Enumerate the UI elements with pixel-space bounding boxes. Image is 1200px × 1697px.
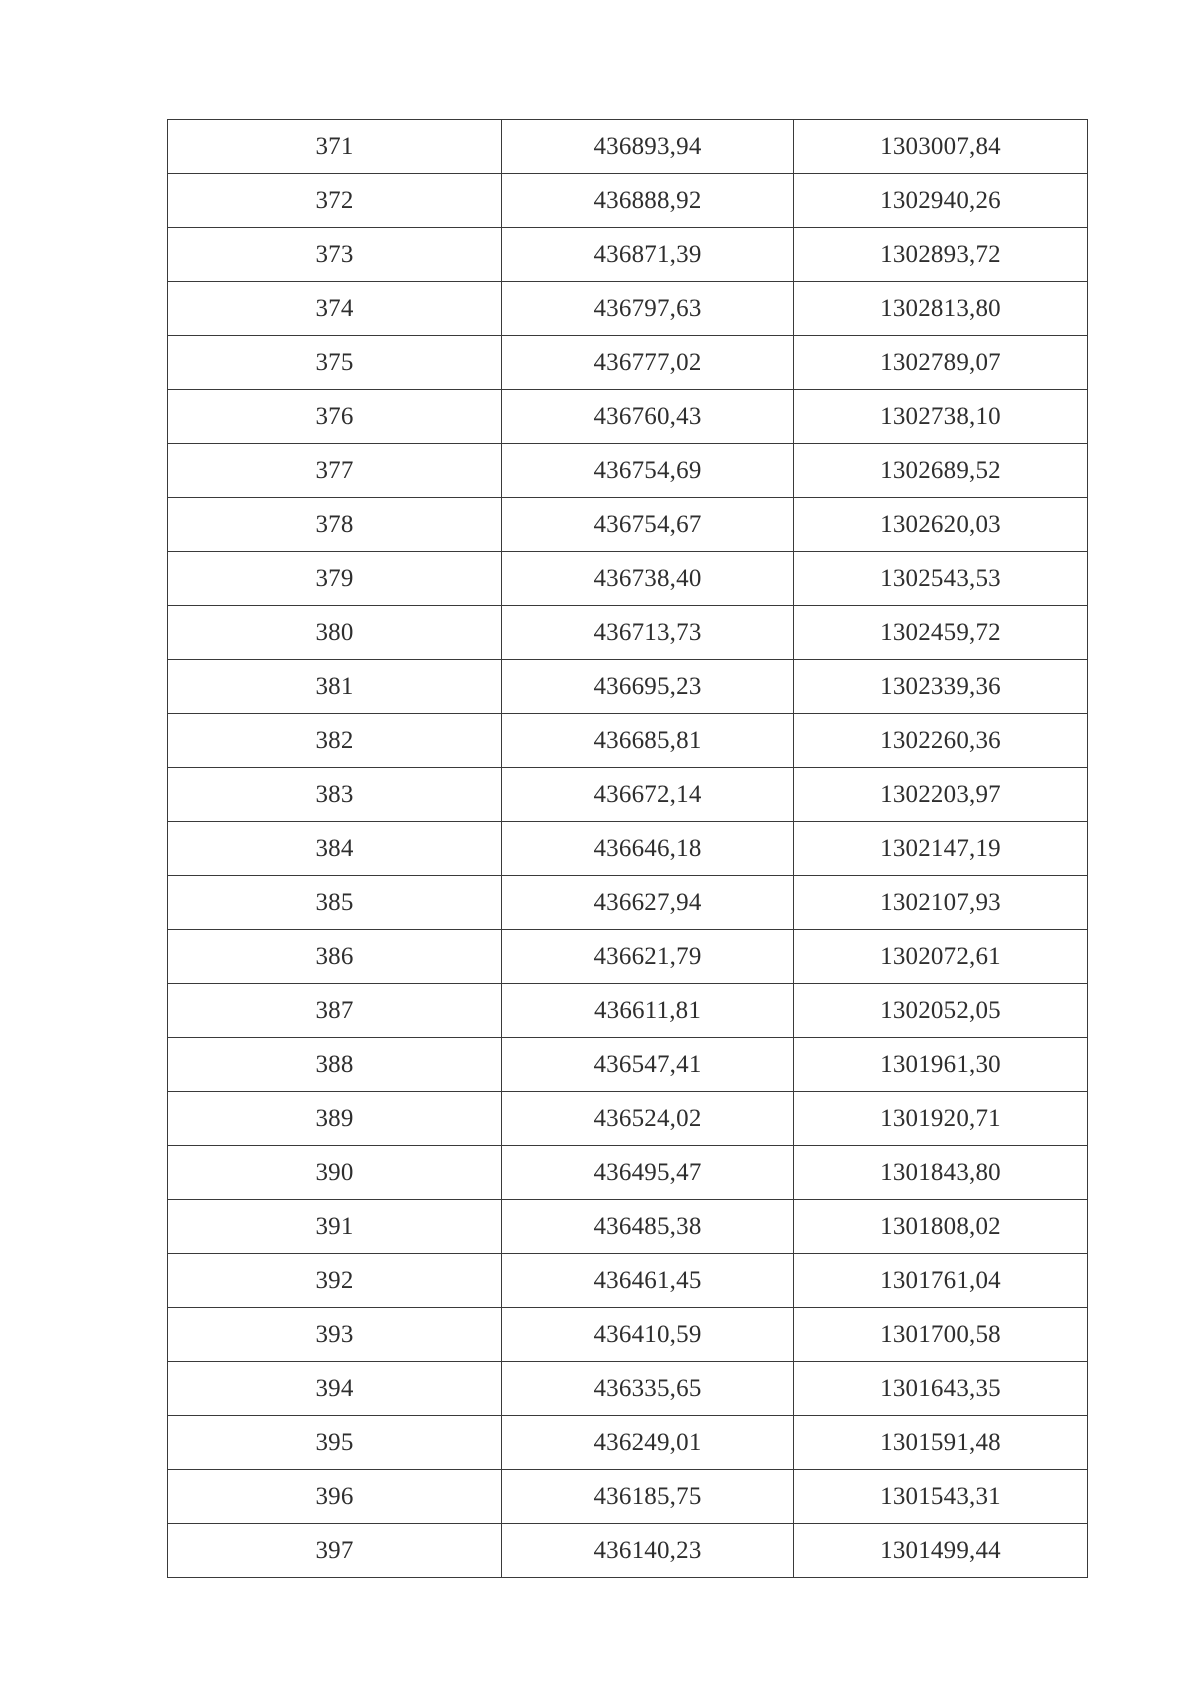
point-number-cell: 371 [168,120,502,174]
table-row [168,930,1088,984]
table-row [168,1524,1088,1578]
point-number-cell: 389 [168,1092,502,1146]
point-number-cell: 374 [168,282,502,336]
table-row [168,1362,1088,1416]
x-coordinate-cell: 436871,39 [502,228,794,282]
point-number-cell: 395 [168,1416,502,1470]
y-coordinate-cell: 1301543,31 [794,1470,1088,1524]
y-coordinate-cell: 1301700,58 [794,1308,1088,1362]
y-coordinate-cell: 1302203,97 [794,768,1088,822]
table-row [168,120,1088,174]
x-coordinate-cell: 436893,94 [502,120,794,174]
y-coordinate-cell: 1302339,36 [794,660,1088,714]
x-coordinate-cell: 436695,23 [502,660,794,714]
coordinates-table [167,119,1088,1578]
table-row [168,444,1088,498]
x-coordinate-cell: 436547,41 [502,1038,794,1092]
x-coordinate-cell: 436797,63 [502,282,794,336]
y-coordinate-cell: 1302940,26 [794,174,1088,228]
point-number-cell: 375 [168,336,502,390]
table-row [168,822,1088,876]
y-coordinate-cell: 1302893,72 [794,228,1088,282]
y-coordinate-cell: 1302072,61 [794,930,1088,984]
x-coordinate-cell: 436627,94 [502,876,794,930]
table-row [168,660,1088,714]
y-coordinate-cell: 1301961,30 [794,1038,1088,1092]
x-coordinate-cell: 436777,02 [502,336,794,390]
x-coordinate-cell: 436185,75 [502,1470,794,1524]
point-number-cell: 393 [168,1308,502,1362]
table-row [168,390,1088,444]
y-coordinate-cell: 1301643,35 [794,1362,1088,1416]
table-row [168,282,1088,336]
x-coordinate-cell: 436495,47 [502,1146,794,1200]
table-row [168,174,1088,228]
point-number-cell: 373 [168,228,502,282]
y-coordinate-cell: 1301499,44 [794,1524,1088,1578]
x-coordinate-cell: 436754,69 [502,444,794,498]
table-row [168,228,1088,282]
table-row [168,768,1088,822]
y-coordinate-cell: 1303007,84 [794,120,1088,174]
point-number-cell: 392 [168,1254,502,1308]
y-coordinate-cell: 1302260,36 [794,714,1088,768]
y-coordinate-cell: 1301920,71 [794,1092,1088,1146]
point-number-cell: 384 [168,822,502,876]
y-coordinate-cell: 1302459,72 [794,606,1088,660]
point-number-cell: 376 [168,390,502,444]
point-number-cell: 394 [168,1362,502,1416]
table-row [168,498,1088,552]
y-coordinate-cell: 1302107,93 [794,876,1088,930]
table-row [168,714,1088,768]
x-coordinate-cell: 436524,02 [502,1092,794,1146]
y-coordinate-cell: 1302052,05 [794,984,1088,1038]
table-row [168,336,1088,390]
table-row [168,1254,1088,1308]
table-row [168,1146,1088,1200]
point-number-cell: 396 [168,1470,502,1524]
point-number-cell: 386 [168,930,502,984]
point-number-cell: 388 [168,1038,502,1092]
point-number-cell: 379 [168,552,502,606]
point-number-cell: 372 [168,174,502,228]
table-row [168,1470,1088,1524]
x-coordinate-cell: 436485,38 [502,1200,794,1254]
table-row [168,876,1088,930]
table-row [168,606,1088,660]
point-number-cell: 381 [168,660,502,714]
x-coordinate-cell: 436140,23 [502,1524,794,1578]
y-coordinate-cell: 1301843,80 [794,1146,1088,1200]
table-row [168,1416,1088,1470]
point-number-cell: 383 [168,768,502,822]
y-coordinate-cell: 1302147,19 [794,822,1088,876]
x-coordinate-cell: 436738,40 [502,552,794,606]
x-coordinate-cell: 436335,65 [502,1362,794,1416]
y-coordinate-cell: 1302620,03 [794,498,1088,552]
x-coordinate-cell: 436685,81 [502,714,794,768]
point-number-cell: 377 [168,444,502,498]
x-coordinate-cell: 436713,73 [502,606,794,660]
table-row [168,1092,1088,1146]
x-coordinate-cell: 436760,43 [502,390,794,444]
y-coordinate-cell: 1302813,80 [794,282,1088,336]
point-number-cell: 387 [168,984,502,1038]
x-coordinate-cell: 436249,01 [502,1416,794,1470]
y-coordinate-cell: 1301591,48 [794,1416,1088,1470]
y-coordinate-cell: 1301761,04 [794,1254,1088,1308]
y-coordinate-cell: 1302689,52 [794,444,1088,498]
x-coordinate-cell: 436888,92 [502,174,794,228]
x-coordinate-cell: 436754,67 [502,498,794,552]
x-coordinate-cell: 436611,81 [502,984,794,1038]
table-row [168,552,1088,606]
point-number-cell: 397 [168,1524,502,1578]
coordinates-table-body [168,120,1088,1578]
x-coordinate-cell: 436646,18 [502,822,794,876]
point-number-cell: 391 [168,1200,502,1254]
table-row [168,1200,1088,1254]
point-number-cell: 380 [168,606,502,660]
table-row [168,1038,1088,1092]
y-coordinate-cell: 1302543,53 [794,552,1088,606]
table-row [168,1308,1088,1362]
table-row [168,984,1088,1038]
y-coordinate-cell: 1301808,02 [794,1200,1088,1254]
y-coordinate-cell: 1302789,07 [794,336,1088,390]
point-number-cell: 385 [168,876,502,930]
y-coordinate-cell: 1302738,10 [794,390,1088,444]
point-number-cell: 382 [168,714,502,768]
x-coordinate-cell: 436672,14 [502,768,794,822]
point-number-cell: 378 [168,498,502,552]
x-coordinate-cell: 436461,45 [502,1254,794,1308]
x-coordinate-cell: 436621,79 [502,930,794,984]
point-number-cell: 390 [168,1146,502,1200]
x-coordinate-cell: 436410,59 [502,1308,794,1362]
